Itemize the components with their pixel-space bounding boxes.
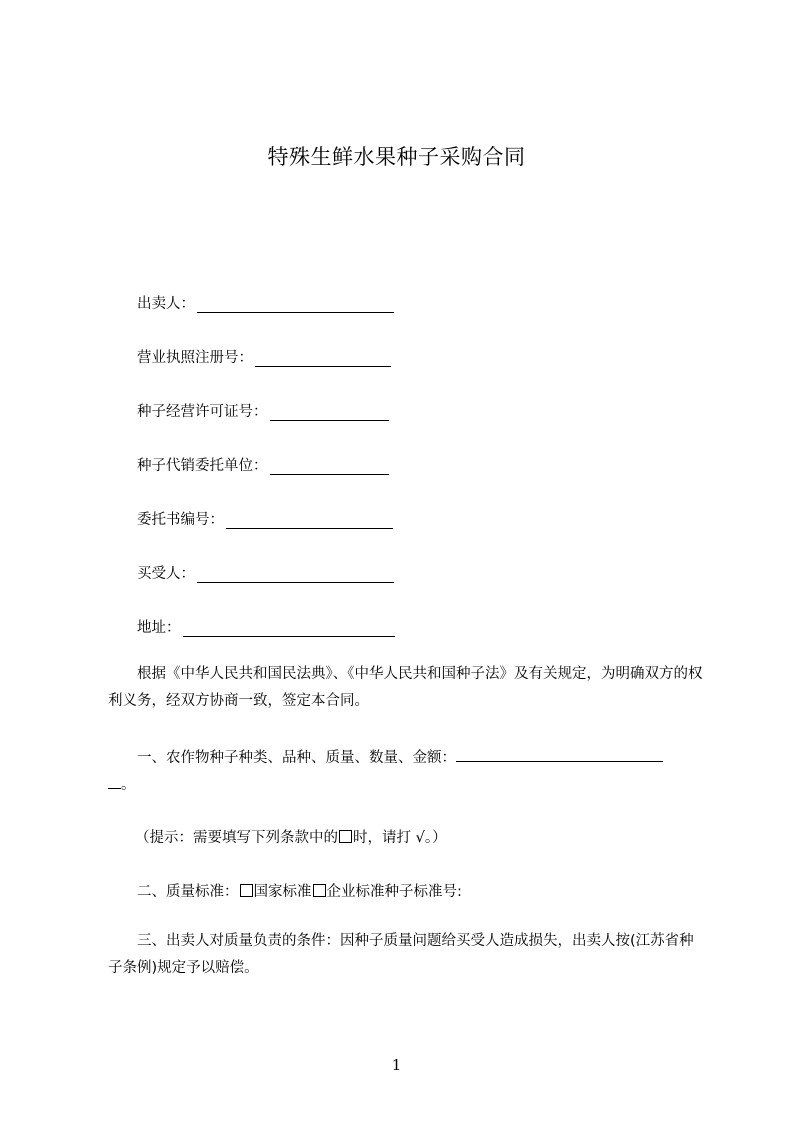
clause-1: [137, 746, 663, 767]
seller-label: 出卖人：: [137, 296, 195, 312]
buyer-label: 买受人：: [137, 566, 195, 582]
clause-2-label: 二、质量标准：: [137, 884, 239, 900]
agent-unit-label: 种子代销委托单位：: [137, 458, 268, 474]
seller-blank[interactable]: [197, 298, 394, 313]
address-field: [137, 616, 395, 637]
agent-unit-blank[interactable]: [270, 460, 389, 475]
hint-line: [135, 826, 447, 847]
clause-1-end: 。: [121, 777, 136, 793]
preamble-paragraph: 根据《中华人民共和国民法典》、《中华人民共和国种子法》及有关规定，为明确双方的权利义务，经双方协商一致，签定本合同。: [108, 666, 703, 709]
agent-unit-field: [137, 454, 389, 475]
authorization-no-blank[interactable]: [226, 514, 393, 529]
clause-3-paragraph: 三、出卖人对质量负责的条件：因种子质量问题给买受人造成损失，出卖人按(江苏省种子条例)规定予以赔偿。: [108, 933, 694, 976]
enterprise-standard-label: 企业标准种子标准号:: [326, 884, 462, 900]
hint-before: （提示：需要填写下列条款中的: [135, 830, 338, 846]
national-standard-label: 国家标准: [253, 884, 312, 900]
clause-1-blank-continued[interactable]: [108, 774, 121, 789]
clause-1-label: 一、农作物种子种类、品种、质量、数量、金额：: [137, 750, 456, 766]
authorization-no-field: [137, 508, 393, 529]
clause-2: [137, 880, 462, 901]
business-license-blank[interactable]: [255, 352, 391, 367]
seed-license-blank[interactable]: [270, 406, 389, 421]
authorization-no-label: 委托书编号：: [137, 512, 224, 528]
document-title: 特殊生鲜水果种子采购合同: [267, 145, 526, 169]
address-label: 地址：: [137, 620, 181, 636]
address-blank[interactable]: [183, 622, 395, 637]
page-number: 1: [391, 1056, 402, 1074]
business-license-field: [137, 346, 391, 367]
national-standard-checkbox[interactable]: [240, 884, 253, 897]
checkbox-icon: [339, 830, 352, 843]
hint-after: 时，请打 √。）: [353, 830, 447, 846]
buyer-blank[interactable]: [197, 568, 394, 583]
business-license-label: 营业执照注册号：: [137, 350, 253, 366]
clause-1-continuation: [108, 773, 136, 794]
buyer-field: [137, 562, 394, 583]
enterprise-standard-checkbox[interactable]: [313, 884, 326, 897]
seed-license-field: [137, 400, 389, 421]
seed-license-label: 种子经营许可证号：: [137, 404, 268, 420]
seller-field: [137, 292, 394, 313]
clause-1-blank[interactable]: [456, 747, 663, 762]
